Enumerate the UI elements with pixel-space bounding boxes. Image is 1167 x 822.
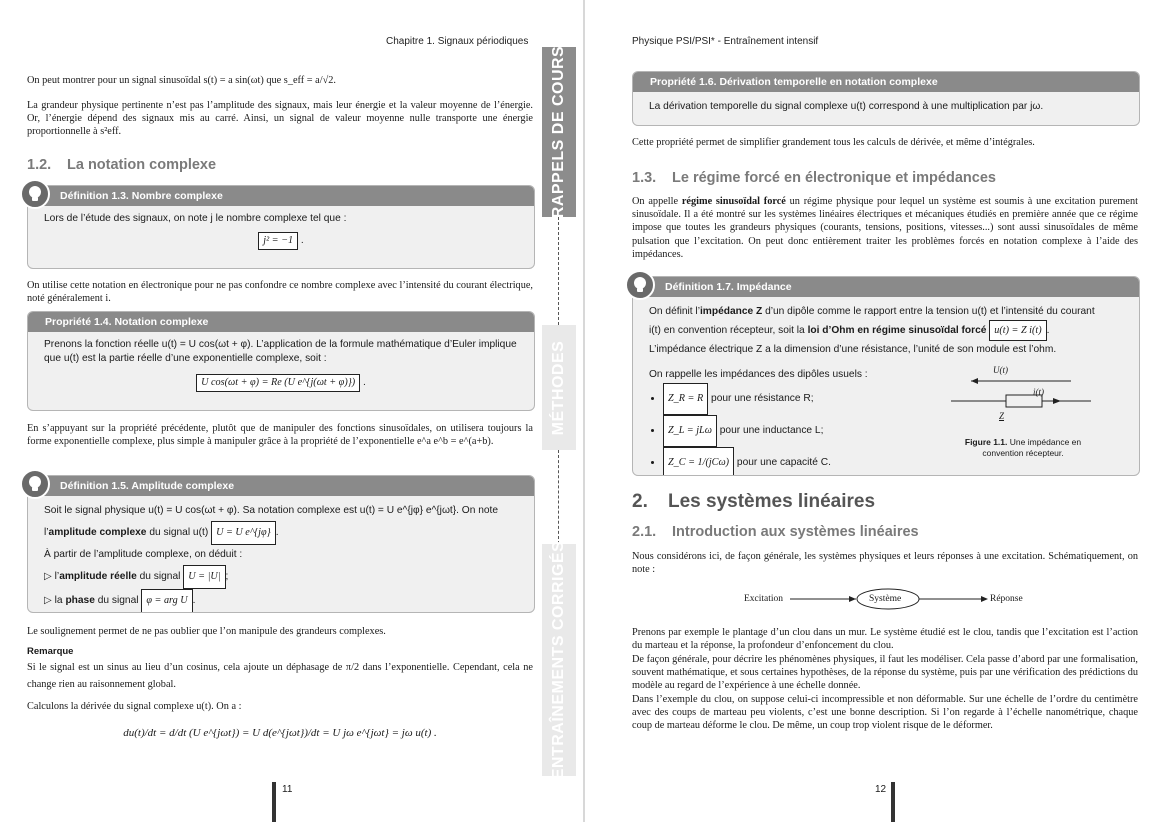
definition-text: Lors de l’étude des signaux, on note j le nombre complexe tel que : <box>44 213 347 224</box>
dashed-connector <box>558 450 559 544</box>
dashed-connector <box>558 217 559 325</box>
left-page <box>0 0 583 822</box>
definition-text: ▷ la phase du signal φ = arg U . <box>44 589 518 613</box>
property-text: Prenons la fonction réelle u(t) = U cos(ωt + φ). L’application de la formule mathématique d’Euler implique que u(t) est la partie réelle d’une exponentielle complexe, soit : <box>44 339 517 364</box>
definition-text: Soit le signal physique u(t) = U cos(ωt + φ). Sa notation complexe est u(t) = U e^{jφ} e^{jωt}. On note <box>44 505 499 516</box>
paragraph: Dans l’exemple du clou, on suppose celui-ci incompressible et non déformable. Sur une échelle de l’ordre du centimètre avec des coups de marteau peu violents, c’est une bonne description. Si l’on regarde à l’échelle nanométrique, chaque coup de marteau déforme le clou. De même, un coup trop violent risque de le déformer. <box>632 694 1138 732</box>
boxed-formula: U cos(ωt + φ) = Re (U e^{j(ωt + φ)}) <box>196 374 360 392</box>
paragraph: Si le signal est un sinus au lieu d’un cosinus, cela ajoute un déphasage de π/2 dans l’exponentielle. Cependant, cela ne change rien au raisonnement global. <box>27 662 533 690</box>
right-page <box>585 0 1167 822</box>
page-marker <box>272 782 276 822</box>
diagram-input-label: Excitation <box>744 594 784 604</box>
paragraph: De façon générale, pour décrire les phénomènes physiques, il faut les modéliser. Cela passe d’abord par une formalisation, souvent mathématique, et sous certaines hypothèses, de la réponse du système, puis par une vérification des prédictions du modèle au regard de l’expérience à une échelle donnée. <box>632 654 1138 692</box>
paragraph: Nous considérons ici, de façon générale, les systèmes physiques et leurs réponses à une excitation. Schématiquement, on note : <box>632 551 1138 576</box>
diagram-system-label: Système <box>869 594 902 604</box>
property-box: Propriété 1.4. Notation complexe Prenons la fonction réelle u(t) = U cos(ωt + φ). L’application de la formule mathématique d’Euler implique que u(t) est la partie réelle d’une exponentielle complexe, soit : U cos(ωt + φ) = Re (U e^{j(ωt + φ)}) . <box>27 311 535 411</box>
running-header: Physique PSI/PSI* - Entraînement intensif <box>632 36 819 47</box>
paragraph: En s’appuyant sur la propriété précédente, plutôt que de manipuler des fonctions sinusoïdales, on utilisera toujours la forme exponentielle complexe, plus simple à manipuler grâce à la propriété de l’exponentielle e^a e^b = e^(a+b). <box>27 423 533 448</box>
paragraph: On peut montrer pour un signal sinusoïdal s(t) = a sin(ωt) que s_eff = a/√2. <box>27 75 336 86</box>
property-title: Propriété 1.4. Notation complexe <box>28 312 534 332</box>
definition-title: Définition 1.5. Amplitude complexe <box>28 476 534 496</box>
paragraph: Cette propriété permet de simplifier grandement tous les calculs de dérivée, et même d’intégrales. <box>632 137 1035 148</box>
paragraph: Le soulignement permet de ne pas oublier que l’on manipule des grandeurs complexes. <box>27 626 386 637</box>
derivative-formula: du(t)/dt = d/dt (U e^{jωt}) = U d(e^{jωt})/dt = U jω e^{jωt} = jω u(t) . <box>123 727 437 739</box>
paragraph: Prenons par exemple le plantage d’un clou dans un mur. Le système étudié est le clou, tandis que l’excitation est l’action du marteau et la réponse, la profondeur d’enfoncement du clou. <box>632 627 1138 652</box>
list-item: • Z_C = 1/(jCω) pour une capacité C. <box>663 447 1123 476</box>
definition-title: Définition 1.7. Impédance <box>633 277 1139 297</box>
paragraph: On utilise cette notation en électronique pour ne pas confondre ce nombre complexe avec l’intensité du courant électrique, noté généralement i. <box>27 280 533 305</box>
boxed-formula: φ = arg U <box>141 589 192 613</box>
list-item: • Z_R = R pour une résistance R; <box>663 383 1123 415</box>
boxed-formula: U = U e^{jφ} <box>211 521 276 545</box>
tab-rappels-de-cours[interactable]: RAPPELS DE COURS <box>542 47 576 217</box>
current-label: i(t) <box>1033 387 1044 397</box>
impedance-label: Z <box>999 411 1005 421</box>
definition-text: À partir de l’amplitude complexe, on déduit : <box>44 549 243 560</box>
lightbulb-icon <box>625 270 655 300</box>
boxed-formula: u(t) = Z i(t) <box>989 320 1046 341</box>
paragraph: La grandeur physique pertinente n’est pas l’amplitude des signaux, mais leur énergie et la valeur moyenne de l’énergie. Or, l’énergie dépend des signaux mis au carré. Ainsi, un signal de valeur moyenne nulle transporte une énergie proportionnelle à s²eff. <box>27 100 533 138</box>
definition-text: On définit l’impédance Z d’un dipôle comme le rapport entre la tension u(t) et l’intensité du courant <box>649 306 1095 317</box>
lightbulb-icon <box>20 469 50 499</box>
section-heading: 1.2. La notation complexe <box>27 157 217 173</box>
tab-methodes[interactable]: MÉTHODES <box>542 325 576 450</box>
impedance-diagram <box>951 363 1101 423</box>
section-heading: 1.3. Le régime forcé en électronique et impédances <box>632 170 996 186</box>
property-box <box>632 71 1140 126</box>
boxed-formula: U = |U| <box>183 565 225 589</box>
definition-box <box>632 276 1140 476</box>
definition-text: i(t) en convention récepteur, soit la loi d’Ohm en régime sinusoïdal forcé u(t) = Z i(t) . <box>649 320 1123 341</box>
chapter-heading: 2. Les systèmes linéaires <box>632 491 876 512</box>
boxed-formula: j² = −1 <box>258 232 298 250</box>
list-item: • Z_L = jLω pour une inductance L; <box>663 415 1123 447</box>
paragraph: On appelle régime sinusoïdal forcé un régime physique pour lequel un système est soumis à une excitation purement sinusoïdale. Il a été montré sur les systèmes linéaires électriques et mécaniques étudiés en première année que ce régime impose que toutes les grandeurs physiques (courants, tensions, positions, vitesses...) sont aussi sinusoïdales de même pulsation que l’excitation. On peut donc entièrement traiter les problèmes forcés en notation complexe à l’aide des impédances. <box>632 196 1138 260</box>
property-title: Propriété 1.6. Dérivation temporelle en notation complexe <box>633 72 1139 92</box>
definition-text: ▷ l’amplitude réelle du signal U = |U| ; <box>44 565 518 589</box>
tab-entrainements-corriges[interactable]: ENTRAÎNEMENTS CORRIGÉS <box>542 544 576 776</box>
figure-caption: Figure 1.1. Une impédance en convention récepteur. <box>964 437 1082 458</box>
property-text: La dérivation temporelle du signal complexe u(t) correspond à une multiplication par jω. <box>649 101 1044 112</box>
page-number: 11 <box>282 784 293 795</box>
running-header: Chapitre 1. Signaux périodiques <box>386 36 529 47</box>
definition-text: l’amplitude complexe du signal u(t) U = U e^{jφ} . <box>44 521 518 545</box>
page-number: 12 <box>875 784 887 795</box>
definition-text: On rappelle les impédances des dipôles usuels : <box>649 369 868 380</box>
paragraph: Calculons la dérivée du signal complexe u(t). On a : <box>27 701 242 712</box>
section-heading: 2.1. Introduction aux systèmes linéaires <box>632 524 919 540</box>
definition-box: Définition 1.3. Nombre complexe Lors de l’étude des signaux, on note j le nombre complexe tel que : j² = −1 . <box>27 185 535 269</box>
remark-heading: Remarque <box>27 646 74 657</box>
voltage-label: U(t) <box>993 365 1008 375</box>
page-marker <box>891 782 895 822</box>
definition-title: Définition 1.3. Nombre complexe <box>28 186 534 206</box>
lightbulb-icon <box>20 179 50 209</box>
definition-box <box>27 475 535 613</box>
diagram-output-label: Réponse <box>990 594 1023 604</box>
definition-text: L’impédance électrique Z a la dimension d’une résistance, l’unité de son module est l’ohm. <box>649 344 1057 355</box>
